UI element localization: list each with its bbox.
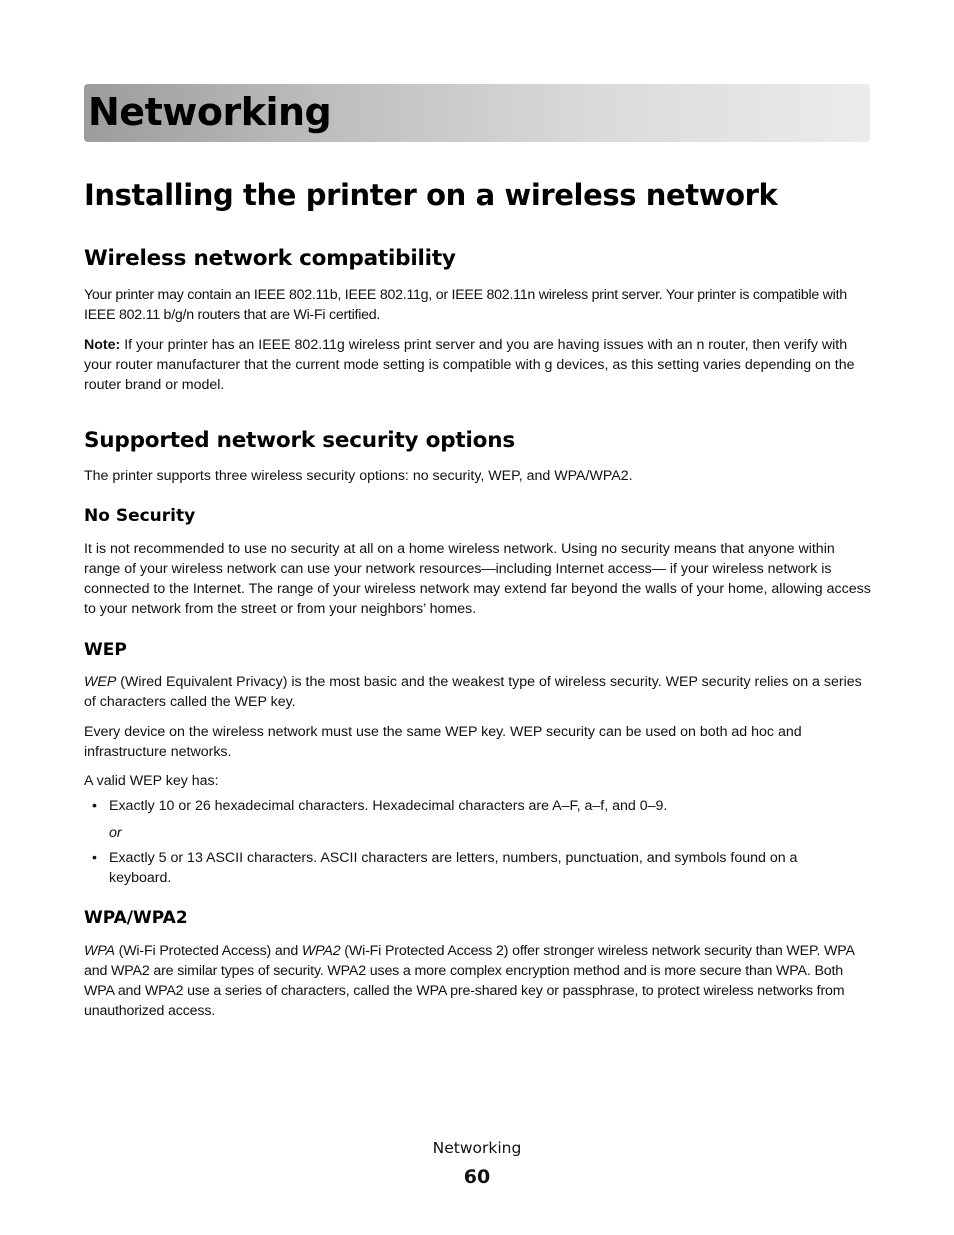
- wep-paragraph-3: A valid WEP key has:: [84, 773, 219, 789]
- wep-paragraph-2: Every device on the wireless network must use the same WEP key. WEP security can be used on both ad hoc and infrastructure networks.: [84, 724, 802, 760]
- bullet-icon: •: [92, 798, 97, 814]
- wep-p1-text: (Wired Equivalent Privacy) is the most basic and the weakest type of wireless security. WEP security relies on a series of characters called the WEP key.: [84, 674, 862, 710]
- wpa-term: WPA: [84, 943, 115, 959]
- wep-heading: WEP: [84, 640, 127, 660]
- list-item: [92, 848, 862, 888]
- nosec-paragraph: It is not recommended to use no security at all on a home wireless network. Using no security means that anyone within range of your wireless network can use your network resources—including Internet access— if your wireless network is connected to the Internet. The range of your wireless network may extend far beyond the walls of your home, allowing access to your network from the street or from your neighbors’ homes.: [84, 541, 871, 617]
- compat-note: [84, 335, 872, 395]
- bullet-text: Exactly 10 or 26 hexadecimal characters. Hexadecimal characters are A–F, a–f, and 0–9.: [109, 798, 668, 814]
- section-title: Installing the printer on a wireless network: [84, 178, 778, 212]
- wpa-text-2: (Wi-Fi Protected Access 2) offer stronger wireless network security than WEP. WPA and WPA2 are similar types of security. WPA2 uses a more complex encryption method and is more secure than WPA. Both WPA and WPA2 use a series of characters, called the WPA pre-shared key or passphrase, to protect wireless networks from unauthorized access.: [84, 943, 855, 1019]
- security-heading: Supported network security options: [84, 428, 515, 453]
- bullet-icon: •: [92, 850, 97, 866]
- nosec-heading: No Security: [84, 506, 196, 526]
- wpa-paragraph: [84, 941, 872, 1021]
- footer-chapter-label: Networking: [432, 1139, 522, 1157]
- compat-heading: Wireless network compatibility: [84, 246, 456, 271]
- wpa2-term: WPA2: [301, 943, 341, 959]
- page-number: 60: [463, 1166, 491, 1188]
- compat-paragraph: Your printer may contain an IEEE 802.11b, IEEE 802.11g, or IEEE 802.11n wireless print server. Your printer is compatible with IEEE 802.11 b/g/n routers that are Wi-Fi certified.: [84, 287, 847, 323]
- wep-term: WEP: [84, 674, 117, 690]
- security-intro: The printer supports three wireless security options: no security, WEP, and WPA/WPA2.: [84, 468, 633, 484]
- or-separator: or: [109, 825, 122, 841]
- note-text: If your printer has an IEEE 802.11g wireless print server and you are having issues with an n router, then verify with your router manufacturer that the current mode setting is compatible with g devices, as this setting varies depending on the router brand or model.: [84, 337, 855, 393]
- wpa-text-1: (Wi-Fi Protected Access) and: [114, 943, 302, 959]
- chapter-title: Networking: [88, 90, 332, 134]
- wpa-heading: WPA/WPA2: [84, 908, 188, 928]
- bullet-text: Exactly 5 or 13 ASCII characters. ASCII characters are letters, numbers, punctuation, and symbols found on a keyboard.: [109, 850, 798, 886]
- note-label: Note:: [84, 337, 121, 353]
- wep-paragraph-1: [84, 672, 872, 712]
- list-item: [92, 796, 862, 816]
